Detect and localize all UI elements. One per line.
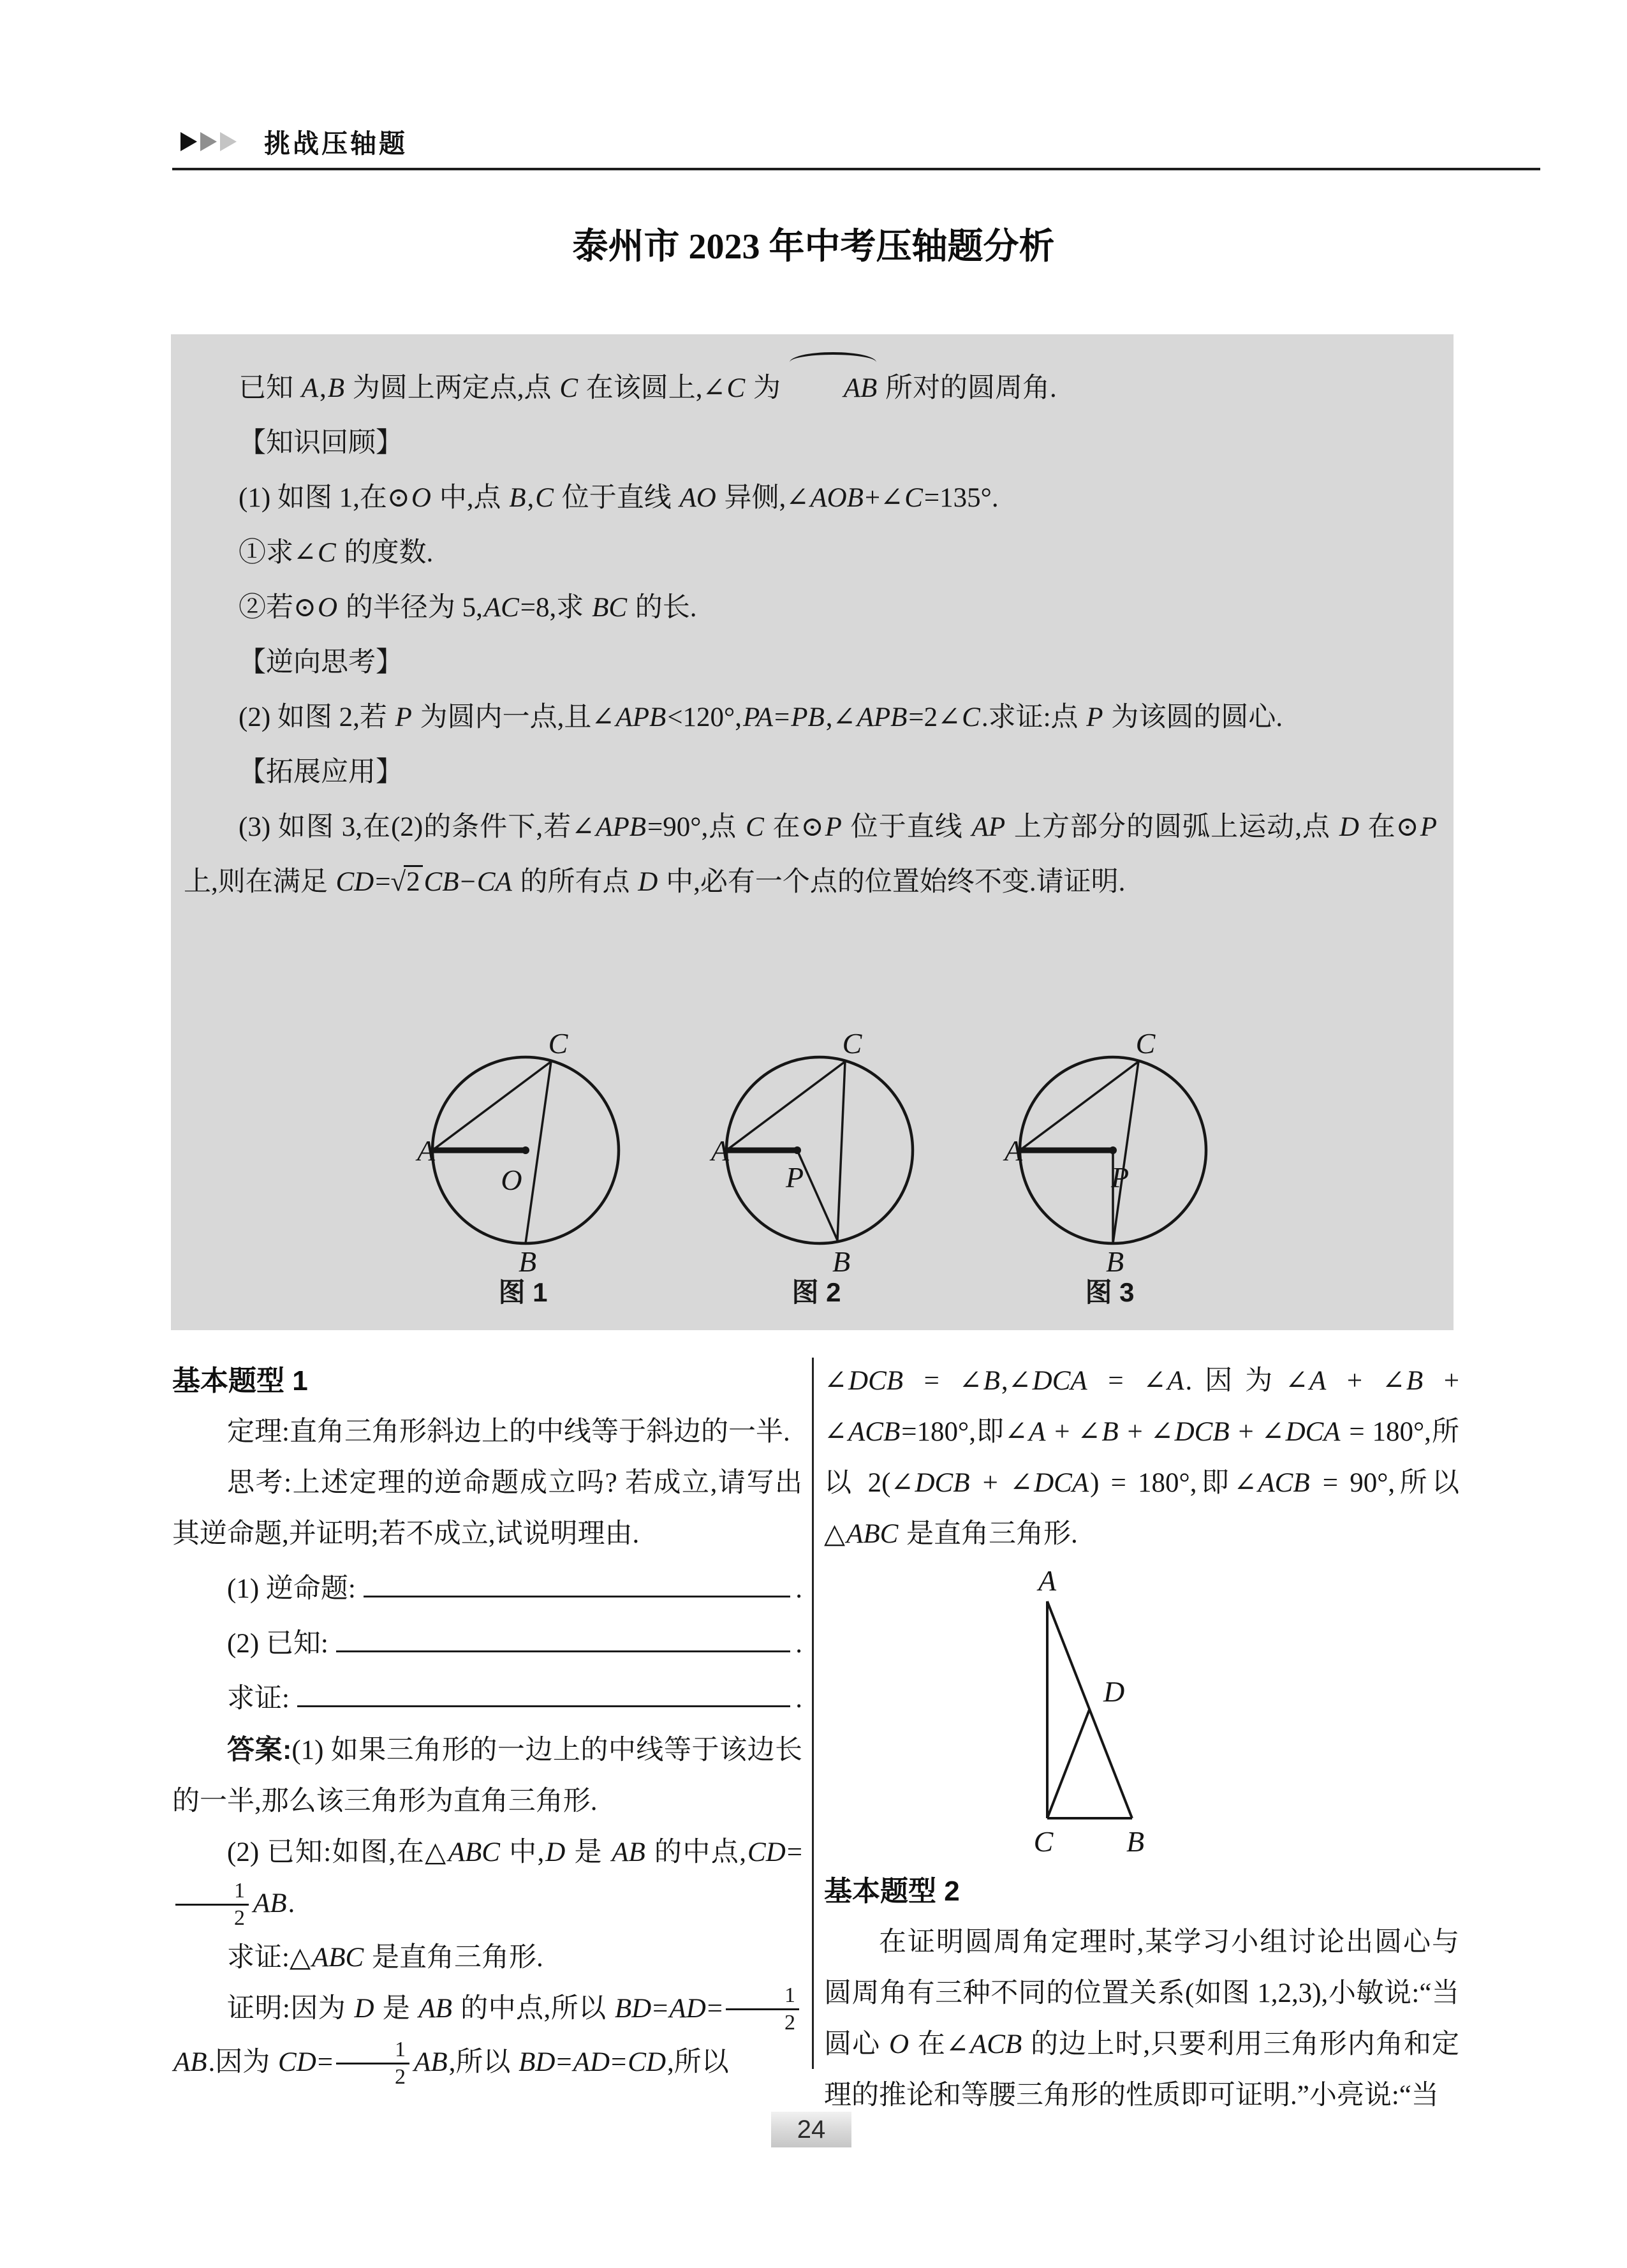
header-label: 挑战压轴题 xyxy=(264,129,408,158)
point-label: C xyxy=(1135,1027,1156,1060)
page-number: 24 xyxy=(797,2115,826,2144)
header-rule xyxy=(172,168,1540,170)
figure-caption-3: 图 3 xyxy=(1085,1277,1135,1307)
point-label: B xyxy=(1105,1245,1124,1278)
fill-in-line-converse xyxy=(172,1560,802,1615)
circle-figure-1 xyxy=(404,1016,647,1284)
page-header xyxy=(180,122,408,160)
point-label: P xyxy=(785,1161,804,1194)
answer-blank-line xyxy=(336,1615,790,1652)
answer-paragraph: 答案:(1) 如果三角形的一边上的中线等于该边长的一半,那么该三角形为直角三角形. xyxy=(172,1735,802,1816)
fill-label: 求证: xyxy=(227,1684,290,1714)
problem-paragraph: ①求∠C 的度数. xyxy=(239,538,434,568)
period: . xyxy=(795,1629,802,1659)
body-paragraph: 在证明圆周角定理时,某学习小组讨论出圆心与圆周角有三种不同的位置关系(如图 1,2,3),小敏说:“当圆心 O 在∠ACB 的边上时,只要利用三角形内角和定理的推论和等腰三角形的性质即可证明.”小亮说:“当 xyxy=(824,1927,1460,2110)
answer-blank-line xyxy=(364,1560,790,1597)
answer-blank-line xyxy=(297,1670,790,1707)
page-title: 泰州市 2023 年中考压轴题分析 xyxy=(572,227,1055,267)
triangle-figure xyxy=(824,1566,1270,1866)
fill-label: (1) 逆命题: xyxy=(227,1574,356,1604)
point-label: C xyxy=(1033,1825,1054,1858)
point-label: B xyxy=(1126,1825,1145,1858)
section-tag-knowledge-review: 【知识回顾】 xyxy=(239,428,403,458)
column-divider xyxy=(812,1358,814,2069)
figure-caption-1: 图 1 xyxy=(498,1277,548,1307)
fill-in-line-prove xyxy=(172,1670,802,1724)
circle-figure-3 xyxy=(992,1016,1234,1284)
body-paragraph: 思考:上述定理的逆命题成立吗? 若成立,请写出其逆命题,并证明;若不成立,试说明理由. xyxy=(172,1468,802,1549)
arrow-icon xyxy=(220,132,237,151)
point-label: D xyxy=(1103,1675,1125,1708)
problem-paragraph: ②若⊙O 的半径为 5,AC=8,求 BC 的长. xyxy=(239,593,697,623)
figure-caption-2: 图 2 xyxy=(791,1277,841,1307)
point-label: P xyxy=(1110,1161,1130,1194)
point-label: C xyxy=(842,1027,862,1060)
problem-paragraph: (1) 如图 1,在⊙O 中,点 B,C 位于直线 AO 异侧,∠AOB+∠C=135°. xyxy=(239,483,999,513)
point-label: B xyxy=(518,1245,537,1278)
problem-paragraph: 已知 A,B 为圆上两定点,点 C 在该圆上,∠C 为 AB 所对的圆周角. xyxy=(184,361,1438,416)
period: . xyxy=(795,1574,802,1604)
page-number-badge xyxy=(771,2112,851,2147)
period: . xyxy=(795,1684,802,1714)
problem-paragraph: (3) 如图 3,在(2)的条件下,若∠APB=90°,点 C 在⊙P 位于直线 AP 上方部分的圆弧上运动,点 D 在⊙P 上,则在满足 CD=√2 CB−CA 的所有点 D 中,必有一个点的位置始终不变.请证明. xyxy=(184,812,1437,897)
point-label: B xyxy=(832,1245,851,1278)
right-column xyxy=(824,1356,1459,2121)
proof-paragraph-continued: ∠DCB = ∠B,∠DCA = ∠A.因为∠A + ∠B + ∠ACB=180°,即∠A + ∠B + ∠DCB + ∠DCA = 180°,所以 2(∠DCB + ∠DCA) = 180°,即∠ACB = 90°,所以△ABC 是直角三角形. xyxy=(824,1366,1460,1549)
proof-paragraph: 证明:因为 D 是 AB 的中点,所以 BD=AD= $\frac{1}{2}$ AB.因为 CD= $\frac{1}{2}$ AB,所以 BD=AD=CD,所以 xyxy=(172,1983,802,2091)
body-paragraph: (2) 已知:如图,在△ABC 中,D 是 AB 的中点,CD= $\frac{1}{2}$ AB. xyxy=(172,1827,802,1932)
point-label: O xyxy=(501,1164,522,1196)
point-label: A xyxy=(416,1134,436,1167)
left-column xyxy=(172,1356,802,2091)
circle-figure-2 xyxy=(698,1016,941,1284)
arrow-icon xyxy=(200,132,217,151)
body-paragraph: 定理:直角三角形斜边上的中线等于斜边的一半. xyxy=(227,1417,790,1447)
section-tag-reverse-thinking: 【逆向思考】 xyxy=(239,648,403,678)
point-label: A xyxy=(710,1134,730,1167)
section-heading-type2: 基本题型 2 xyxy=(824,1876,960,1907)
body-paragraph: 求证:△ABC 是直角三角形. xyxy=(227,1942,543,1973)
point-label: A xyxy=(1004,1134,1023,1167)
section-tag-extension: 【拓展应用】 xyxy=(239,757,403,787)
section-heading-type1: 基本题型 1 xyxy=(172,1365,308,1397)
arrow-icon xyxy=(180,132,197,151)
problem-paragraph: (2) 如图 2,若 P 为圆内一点,且∠APB<120°,PA=PB,∠APB=2∠C.求证:点 P 为该圆的圆心. xyxy=(239,702,1283,732)
fill-in-line-given xyxy=(172,1615,802,1670)
point-label: C xyxy=(548,1027,568,1060)
point-label: A xyxy=(1038,1566,1057,1597)
fill-label: (2) 已知: xyxy=(227,1629,328,1659)
